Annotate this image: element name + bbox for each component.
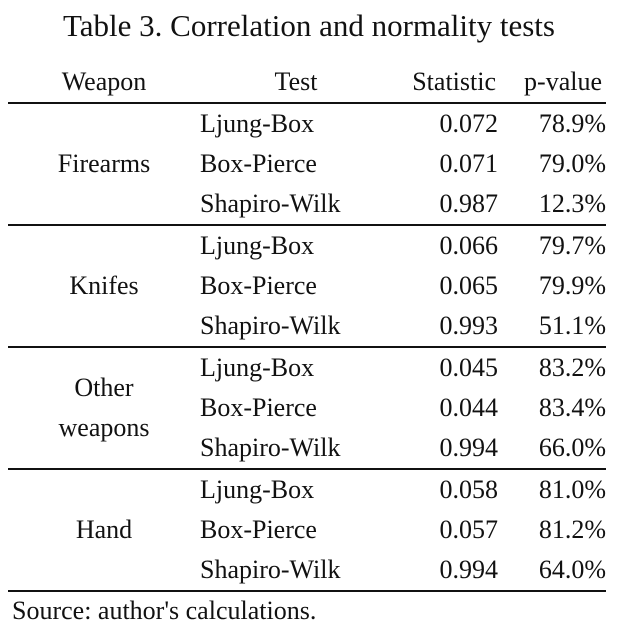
pvalue-cell: 81.0% <box>538 475 606 504</box>
test-cell: Box-Pierce <box>200 149 317 178</box>
table-title: Table 3. Correlation and normality tests <box>63 8 555 43</box>
pvalue-cell: 79.7% <box>538 231 606 260</box>
pvalue-cell: 79.9% <box>538 271 606 300</box>
pvalue-cell: 51.1% <box>498 306 606 347</box>
statistic-cell: 0.058 <box>439 475 498 504</box>
source-note: Source: author's calculations. <box>12 596 317 625</box>
statistic-cell: 0.994 <box>392 550 498 591</box>
weapon-cell-knifes: Knifes <box>8 225 200 347</box>
table-row <box>8 103 606 144</box>
test-cell: Ljung-Box <box>200 231 315 260</box>
test-cell: Shapiro-Wilk <box>200 550 392 591</box>
statistic-cell: 0.045 <box>439 353 498 382</box>
pvalue-cell: 64.0% <box>498 550 606 591</box>
test-cell: Shapiro-Wilk <box>200 306 392 347</box>
test-cell: Shapiro-Wilk <box>200 184 392 225</box>
table-row <box>8 225 606 266</box>
test-cell: Ljung-Box <box>200 475 315 504</box>
pvalue-cell: 83.4% <box>538 393 606 422</box>
pvalue-cell: 81.2% <box>538 515 606 544</box>
pvalue-cell: 12.3% <box>498 184 606 225</box>
pvalue-cell: 78.9% <box>538 109 606 138</box>
header-pvalue: p-value <box>498 62 606 103</box>
pvalue-cell: 79.0% <box>538 149 606 178</box>
weapon-cell-firearms: Firearms <box>8 103 200 225</box>
header-test: Test <box>200 62 392 103</box>
pvalue-cell: 66.0% <box>498 428 606 469</box>
header-weapon: Weapon <box>8 62 200 103</box>
test-cell: Box-Pierce <box>200 515 317 544</box>
test-cell: Box-Pierce <box>200 271 317 300</box>
weapon-label-line: weapons <box>58 413 150 442</box>
test-cell: Ljung-Box <box>200 109 315 138</box>
results-table <box>8 62 606 592</box>
statistic-cell: 0.993 <box>392 306 498 347</box>
weapon-cell-other-weapons <box>8 347 200 469</box>
statistic-cell: 0.071 <box>439 149 498 178</box>
table-row <box>8 347 606 388</box>
statistic-cell: 0.066 <box>439 231 498 260</box>
statistic-cell: 0.065 <box>439 271 498 300</box>
statistic-cell: 0.987 <box>392 184 498 225</box>
test-cell: Ljung-Box <box>200 353 315 382</box>
statistic-cell: 0.057 <box>439 515 498 544</box>
test-cell: Box-Pierce <box>200 393 317 422</box>
statistic-cell: 0.994 <box>392 428 498 469</box>
weapon-cell-hand: Hand <box>8 469 200 591</box>
pvalue-cell: 83.2% <box>538 353 606 382</box>
table-row <box>8 469 606 510</box>
weapon-label-line: Other <box>74 373 134 402</box>
test-cell: Shapiro-Wilk <box>200 428 392 469</box>
statistic-cell: 0.072 <box>439 109 498 138</box>
header-row <box>8 62 606 103</box>
header-statistic: Statistic <box>392 62 498 103</box>
statistic-cell: 0.044 <box>439 393 498 422</box>
